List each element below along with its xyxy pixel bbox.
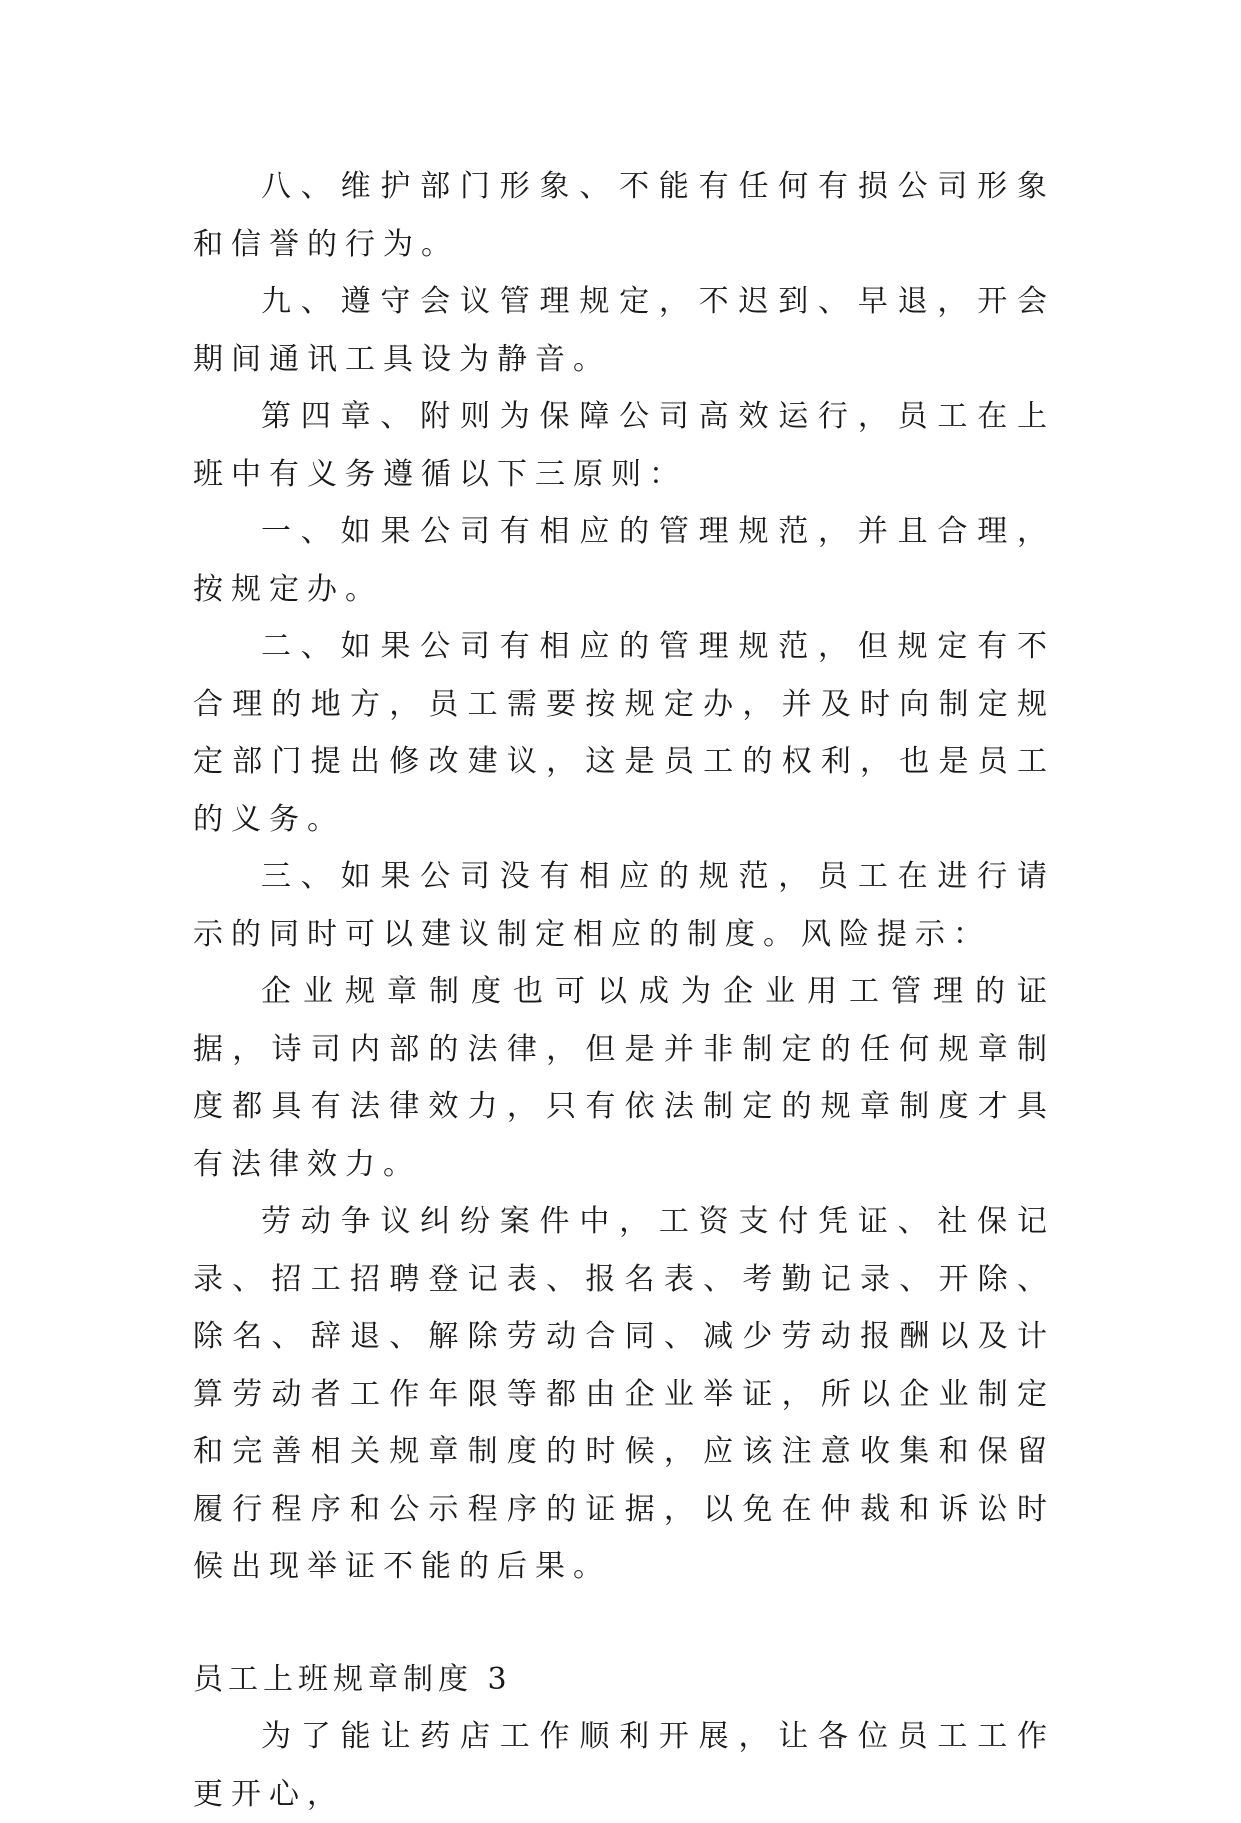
- paragraph-9: 九、遵守会议管理规定，不迟到、早退，开会期间通讯工具设为静音。: [193, 284, 1055, 377]
- paragraph-labor-dispute: 劳动争议纠纷案件中，工资支付凭证、社保记录、招工招聘登记表、报名表、考勤记录、开除、除名、辞退、解除劳动合同、减少劳动报酬以及计算劳动者工作年限等都由企业举证，所以企业制定和完善相关规章制度的时候，应该注意收集和保留履行程序和公示程序的证据，以免在仲裁和诉讼时候出现举证不能的后果。: [193, 1204, 1055, 1584]
- paragraph-8: 八、维护部门形象、不能有任何有损公司形象和信誉的行为。: [193, 169, 1055, 262]
- document-page: [193, 158, 1055, 1823]
- paragraph-principle-1: 一、如果公司有相应的管理规范，并且合理，按规定办。: [193, 514, 1055, 607]
- paragraph-principle-2: 二、如果公司有相应的管理规范，但规定有不合理的地方，员工需要按规定办，并及时向制定规定部门提出修改建议，这是员工的权利，也是员工的义务。: [193, 629, 1055, 837]
- section-heading: 员工上班规章制度 3: [193, 1661, 512, 1697]
- paragraph-principle-3: 三、如果公司没有相应的规范，员工在进行请示的同时可以建议制定相应的制度。风险提示：: [193, 859, 1055, 952]
- section-first-paragraph: 为了能让药店工作顺利开展，让各位员工工作更开心，: [193, 1719, 1055, 1812]
- paragraph-chapter-4: 第四章、附则为保障公司高效运行，员工在上班中有义务遵循以下三原则：: [193, 399, 1055, 492]
- paragraph-risk-note: 企业规章制度也可以成为企业用工管理的证据，诗司内部的法律，但是并非制定的任何规章制度都具有法律效力，只有依法制定的规章制度才具有法律效力。: [193, 974, 1055, 1182]
